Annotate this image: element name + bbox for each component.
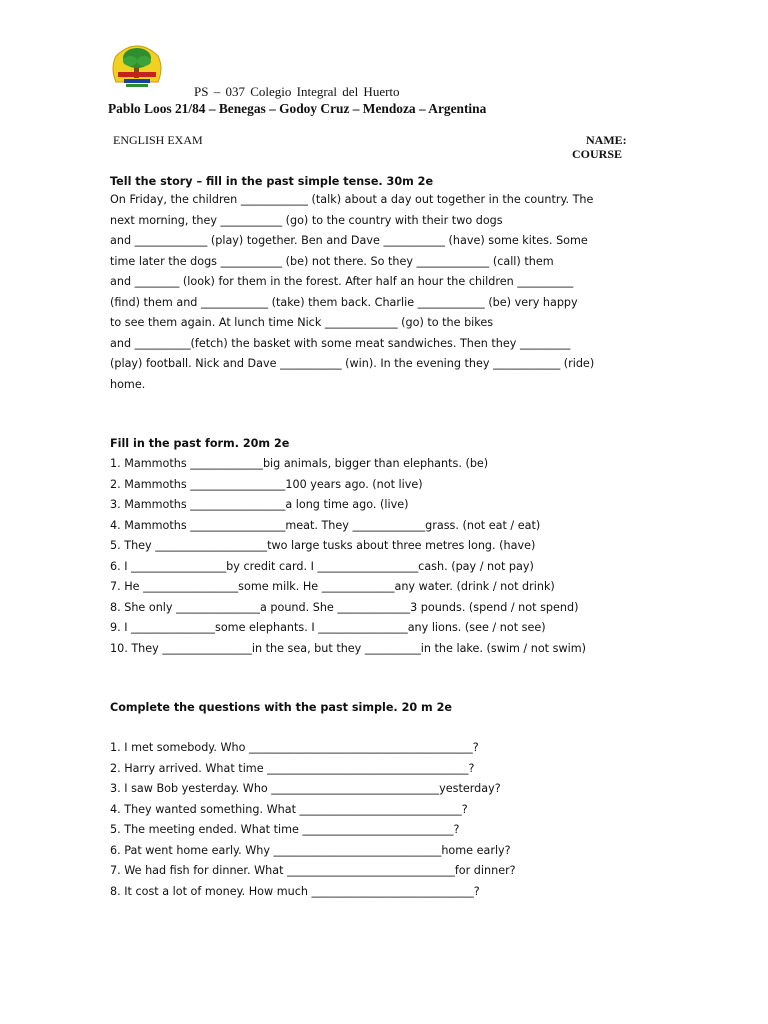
list-item: 10. They ________________in the sea, but they __________in the lake. (swim / not swim): [110, 641, 586, 655]
list-item: 2. Mammoths _________________100 years ago. (not live): [110, 477, 423, 491]
list-item: 4. They wanted something. What _____________________________?: [110, 802, 468, 816]
section-title-story: Tell the story – fill in the past simple tense. 30m 2e: [110, 175, 434, 188]
list-item: 1. I met somebody. Who ________________________________________?: [110, 741, 479, 754]
list-item: 7. He _________________some milk. He _____________any water. (drink / not drink): [110, 580, 555, 593]
list-item: 7. We had fish for dinner. What ______________________________for dinner?: [110, 864, 516, 877]
story-paragraph: [110, 190, 670, 395]
list-item: 4. Mammoths _________________meat. They _____________grass. (not eat / eat): [110, 518, 541, 532]
past-form-list: [110, 454, 690, 659]
school-name: PS – 037 Colegio Integral del Huerto: [194, 84, 400, 99]
section-title-questions: Complete the questions with the past simple. 20 m 2e: [110, 701, 452, 714]
list-item: 1. Mammoths _____________big animals, bigger than elephants. (be): [110, 457, 489, 470]
story-line: home.: [110, 377, 146, 391]
school-address: Pablo Loos 21/84 – Benegas – Godoy Cruz – Mendoza – Argentina: [108, 101, 487, 116]
list-item: 6. I _________________by credit card. I __________________cash. (pay / not pay): [110, 559, 534, 573]
story-line: and _____________ (play) together. Ben and Dave ___________ (have) some kites. Some: [110, 234, 588, 247]
list-item: 9. I _______________some elephants. I ________________any lions. (see / not see): [110, 621, 546, 634]
list-item: 5. The meeting ended. What time ___________________________?: [110, 823, 460, 836]
course-label: COURSE: [572, 147, 623, 161]
name-label: NAME:: [586, 133, 627, 147]
list-item: 3. I saw Bob yesterday. Who ______________________________yesterday?: [110, 782, 501, 795]
story-line: to see them again. At lunch time Nick _____________ (go) to the bikes: [110, 316, 494, 329]
story-line: (play) football. Nick and Dave ___________ (win). In the evening they ____________ (ride): [110, 357, 595, 370]
list-item: 5. They ____________________two large tusks about three metres long. (have): [110, 539, 536, 552]
story-line: time later the dogs ___________ (be) not there. So they _____________ (call) them: [110, 254, 554, 268]
list-item: 3. Mammoths _________________a long time ago. (live): [110, 498, 409, 511]
section-title-past-form: Fill in the past form. 20m 2e: [110, 437, 290, 450]
questions-list: [110, 738, 690, 902]
story-line: and ________ (look) for them in the forest. After half an hour the children __________: [110, 275, 574, 288]
list-item: 2. Harry arrived. What time ____________________________________?: [110, 761, 475, 775]
school-crest-tree-logo: [106, 42, 168, 90]
story-line: next morning, they ___________ (go) to the country with their two dogs: [110, 213, 503, 227]
story-line: and __________(fetch) the basket with some meat sandwiches. Then they _________: [110, 336, 571, 350]
list-item: 6. Pat went home early. Why ______________________________home early?: [110, 843, 511, 857]
story-line: (find) them and ____________ (take) them back. Charlie ____________ (be) very happy: [110, 295, 578, 309]
story-line: On Friday, the children ____________ (talk) about a day out together in the country. The: [110, 193, 594, 206]
exam-title: ENGLISH EXAM: [113, 133, 203, 147]
list-item: 8. She only _______________a pound. She _____________3 pounds. (spend / not spend): [110, 600, 579, 614]
list-item: 8. It cost a lot of money. How much _____________________________?: [110, 884, 480, 898]
